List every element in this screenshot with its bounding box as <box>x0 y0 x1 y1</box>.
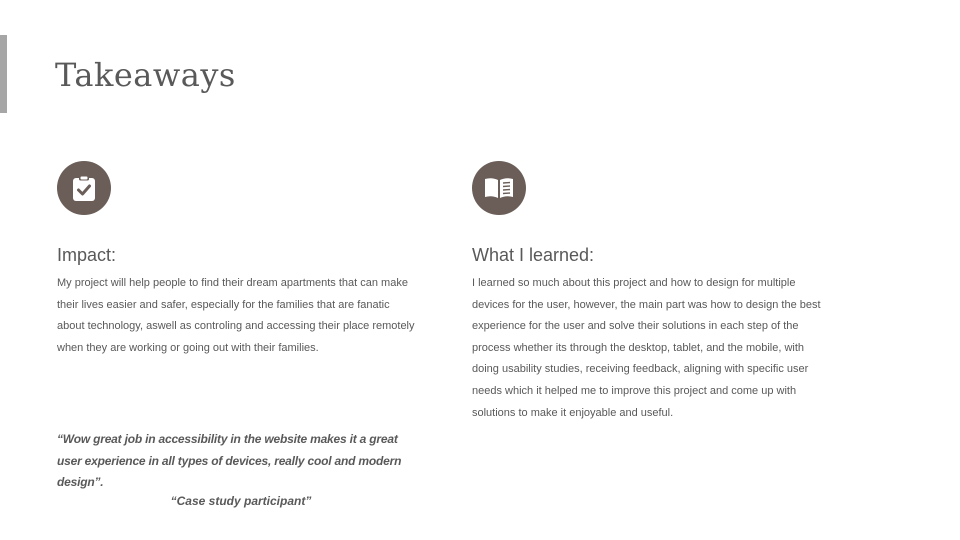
clipboard-check-icon <box>70 174 98 202</box>
learned-icon-badge <box>472 161 526 215</box>
learned-body: I learned so much about this project and how to design for multiple devices for the user, however, the main part was how to design the best experience for the user and solve their solutions in each step of the process whether its through the desktop, tablet, and the mobile, with doing usability studies, receiving feedback, aligning with specific user needs which it helped me to improve this project and come up with solutions to make it enjoyable and useful. <box>472 277 821 419</box>
learned-heading: What I learned: <box>472 245 595 265</box>
open-book-icon <box>483 174 515 202</box>
impact-heading: Impact: <box>57 245 117 265</box>
impact-icon-badge <box>57 161 111 215</box>
slide-title: Takeaways <box>55 56 236 94</box>
quote-attribution: “Case study participant” <box>170 494 312 508</box>
impact-body: My project will help people to find their dream apartments that can make their lives easier and safer, especially for the families that are fanatic about technology, aswell as controling and accessing their place remotely when they are working or going out with their families. <box>57 277 415 354</box>
title-accent-bar <box>0 35 7 113</box>
participant-quote: “Wow great job in accessibility in the website makes it a great user experience in all types of devices, really cool and modern design”. <box>57 432 402 490</box>
